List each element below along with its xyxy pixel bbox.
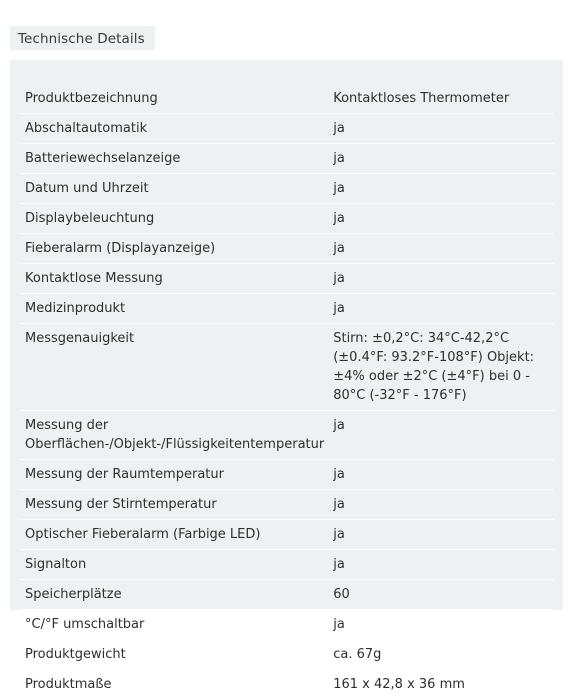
- row-label: Fieberalarm (Displayanzeige): [19, 234, 328, 264]
- row-label: Speicherplätze: [19, 580, 328, 610]
- table-row: [19, 114, 554, 144]
- row-value: ja: [328, 264, 554, 294]
- technical-details-tab[interactable]: [10, 26, 155, 50]
- row-label: Produktgewicht: [19, 640, 328, 670]
- row-value: ja: [328, 411, 554, 460]
- row-value: ja: [328, 174, 554, 204]
- details-table: [19, 84, 554, 699]
- row-label: Messgenauigkeit: [19, 324, 328, 411]
- row-value: ja: [328, 460, 554, 490]
- row-label: Medizinprodukt: [19, 294, 328, 324]
- row-value: 161 x 42,8 x 36 mm: [328, 670, 554, 699]
- row-label: Kontaktlose Messung: [19, 264, 328, 294]
- row-value: ja: [328, 234, 554, 264]
- table-row: [19, 84, 554, 114]
- table-row: [19, 550, 554, 580]
- row-value: ja: [328, 144, 554, 174]
- row-value: ja: [328, 550, 554, 580]
- row-value: ca. 67g: [328, 640, 554, 670]
- table-row: [19, 174, 554, 204]
- table-row: [19, 490, 554, 520]
- row-label: Messung der Stirntemperatur: [19, 490, 328, 520]
- row-value: ja: [328, 610, 554, 640]
- table-row: [19, 580, 554, 610]
- table-row: [19, 610, 554, 640]
- row-label: Produktmaße: [19, 670, 328, 699]
- row-label: Abschaltautomatik: [19, 114, 328, 144]
- table-row: [19, 294, 554, 324]
- panel-spacer: [10, 60, 563, 84]
- row-value: ja: [328, 204, 554, 234]
- table-row: [19, 520, 554, 550]
- row-value: Kontaktloses Thermometer: [328, 84, 554, 114]
- row-value: ja: [328, 520, 554, 550]
- table-row: [19, 234, 554, 264]
- table-row: [19, 264, 554, 294]
- tab-label: Technische Details: [18, 31, 145, 47]
- table-row: [19, 204, 554, 234]
- row-label: Messung der Raumtemperatur: [19, 460, 328, 490]
- table-row: [19, 324, 554, 411]
- row-value: Stirn: ±0,2°C: 34°C-42,2°C (±0.4°F: 93.2°F-108°F) Objekt: ±4% oder ±2°C (±4°F) bei 0 - 80°C (-32°F - 176°F): [328, 324, 554, 411]
- row-label: Signalton: [19, 550, 328, 580]
- row-value: ja: [328, 294, 554, 324]
- row-label: Batteriewechselanzeige: [19, 144, 328, 174]
- row-label: Displaybeleuchtung: [19, 204, 328, 234]
- table-row: [19, 670, 554, 699]
- table-row: [19, 640, 554, 670]
- row-value: 60: [328, 580, 554, 610]
- row-label: °C/°F umschaltbar: [19, 610, 328, 640]
- table-row: [19, 144, 554, 174]
- row-label: Optischer Fieberalarm (Farbige LED): [19, 520, 328, 550]
- row-value: ja: [328, 490, 554, 520]
- table-row: [19, 460, 554, 490]
- technical-details-panel: [10, 60, 563, 610]
- row-label: Messung der Oberflächen-/Objekt-/Flüssigkeitentemperatur: [19, 411, 328, 460]
- row-label: Datum und Uhrzeit: [19, 174, 328, 204]
- table-row: [19, 411, 554, 460]
- row-label: Produktbezeichnung: [19, 84, 328, 114]
- row-value: ja: [328, 114, 554, 144]
